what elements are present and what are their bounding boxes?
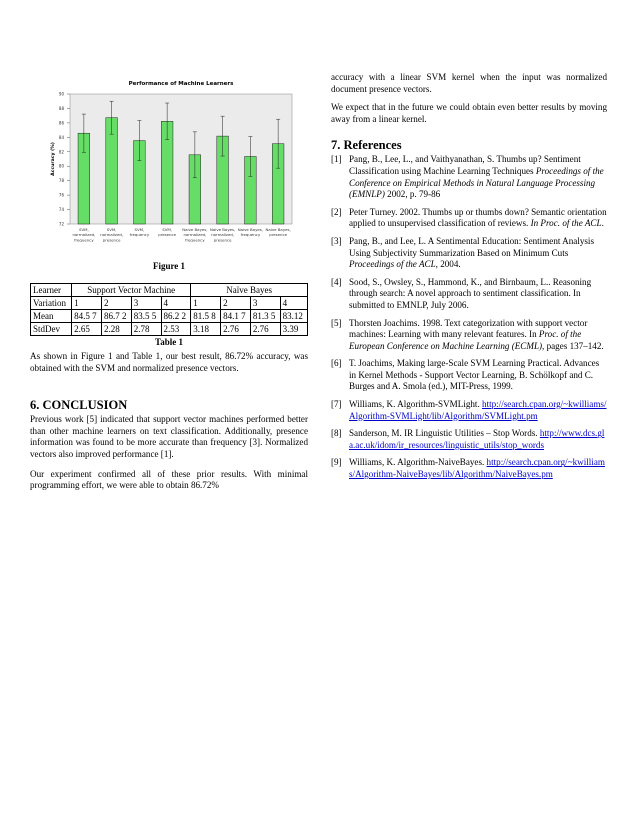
reference-number: [7] [331,399,342,410]
y-tick-label: 88 [58,105,64,111]
table-cell-stddev: 3.39 [280,323,307,336]
reference-number: [8] [331,428,342,439]
reference-number: [9] [331,457,342,468]
table-cell-mean: 81.5 8 [191,310,221,323]
y-axis-label: Accuracy (%) [51,142,56,176]
table-cell-stddev: 2.76 [250,323,280,336]
x-tick-label: normalized, [72,232,96,238]
table-cell-variation: 2 [101,297,131,310]
reference-text-tail: , 2004. [435,259,461,270]
table-cell-mean: 83.12 [280,310,307,323]
reference-number: [3] [331,235,342,246]
reference-text-tail: 2002, p. 79-86 [384,189,441,200]
x-tick-label: frequency [74,237,94,243]
x-tick-label: normalized, [211,232,235,238]
references-heading: 7. References [331,138,402,153]
reference-number: [5] [331,317,342,328]
x-tick-label: normalized, [183,232,207,238]
table-cell-mean: 81.3 5 [250,310,280,323]
table-cell-stddev: 2.28 [101,323,131,336]
table-row-mean [31,310,308,323]
reference-item [331,457,607,480]
reference-link[interactable]: http://search.cpan.org/~kwilliams/Algorithm-NaiveBayes/lib/Algorithm/NaiveBayes.pm [349,457,605,480]
y-tick-label: 78 [58,178,64,184]
table-cell-stddev: 2.65 [72,323,102,336]
reference-text-tail: . [601,218,604,229]
x-tick-label: frequency [185,237,205,243]
right-column [331,72,607,487]
reference-link[interactable]: http://www.dcs.gla.ac.uk/idom/ir_resources/linguistic_utils/stop_words [349,428,605,450]
y-tick-label: 76 [58,192,64,198]
table-row-label: Variation [31,297,72,310]
table-cell-variation: 3 [250,297,280,310]
reference-number: [4] [331,276,342,287]
table-cell-variation: 1 [72,297,102,310]
reference-item [331,428,607,451]
table-cell-mean: 83.5 5 [131,310,161,323]
y-tick-label: 80 [58,163,64,169]
x-tick-label: frequency [240,232,261,238]
table-cell-mean: 84.5 7 [72,310,102,323]
x-tick-label: presence [213,237,232,243]
reference-text: Pang, B., and Lee, L. A Sentimental Education: Sentiment Analysis Using Subjectivity Summarization Based on Minimum Cuts [349,235,594,258]
plot-area [70,94,292,224]
reference-venue: In Proc. of the ACL [530,218,602,229]
table-row-variation [31,297,308,310]
x-tick-label: Naive Bayes, [209,227,236,232]
bar-chart [30,72,308,258]
table-row-stddev [31,323,308,336]
reference-venue: Proc. of the European Conference on Machine Learning (ECML) [349,329,582,351]
table-header-learner: Learner [31,284,72,297]
x-tick-label: Naive Bayes, [265,227,291,232]
table-cell-variation: 4 [280,297,307,310]
x-tick-label: normalized, [100,232,124,238]
reference-venue: Proceedings of the ACL [349,259,436,270]
reference-item [331,207,607,230]
reference-number: [2] [331,206,342,217]
table-cell-variation: 1 [191,297,221,310]
results-table [30,283,308,336]
table-cell-variation: 4 [161,297,191,310]
table-header-svm: Support Vector Machine [72,284,191,297]
table-cell-mean: 86.7 2 [101,310,131,323]
reference-item [331,358,607,393]
x-tick-label: presence [269,232,288,238]
conclusion-paragraph-2: Our experiment confirmed all of these prior results. With minimal programming effort, we were able to obtain 86.72% [30,468,308,491]
table-cell-variation: 2 [221,297,251,310]
y-tick-label: 74 [58,207,64,213]
figure-1 [30,72,308,258]
reference-item [331,318,607,353]
y-tick-label: 82 [58,149,64,155]
y-tick-label: 84 [58,134,64,140]
y-tick-label: 90 [58,91,64,97]
reference-text: Peter Turney. 2002. Thumbs up or thumbs down? Semantic orientation applied to unsupervised classification of reviews. [349,206,607,229]
reference-text: Sood, S., Owsley, S., Hammond, K., and Birnbaum, L.. Reasoning through search: A novel approach to sentiment classification. In submitted to EMNLP, July 2006. [349,276,592,310]
results-paragraph: As shown in Figure 1 and Table 1, our best result, 86.72% accuracy, was obtained with the SVM and normalized presence vectors. [30,351,308,373]
conclusion-paragraph-1: Previous work [5] indicated that support vector machines performed better than other machine learners on text classification. Additionally, presence information was found to be more accurate than frequency [3]. Normalized vectors also improved performance [1]. [30,414,308,459]
reference-text: Williams, K. Algorithm-NaiveBayes. [349,457,487,468]
table-row-label: StdDev [31,323,72,336]
reference-number: [6] [331,358,342,369]
reference-item [331,236,607,271]
table-cell-variation: 3 [131,297,161,310]
table-cell-mean: 86.2 2 [161,310,191,323]
reference-item [331,154,607,200]
reference-text: Sanderson, M. IR Linguistic Utilities – Stop Words. [349,428,540,439]
x-tick-label: frequency [129,232,150,238]
reference-text-tail: , pages 137–142. [542,340,604,351]
x-tick-label: SVM, [106,227,117,232]
x-tick-label: SVM, [162,227,172,232]
x-tick-label: SVM, [79,227,89,232]
reference-text: Pang, B., Lee, L., and Vaithyanathan, S. Thumbs up? Sentiment Classification using Machine Learning Techniques [349,154,581,176]
table-caption: Table 1 [155,337,183,347]
x-tick-label: SVM, [134,227,145,232]
reference-venue: Proceedings of the Conference on Empirical Methods in Natural Language Processing (EMNLP) [349,165,604,200]
y-tick-label: 72 [58,221,64,227]
table-cell-mean: 84.1 7 [221,310,251,323]
x-tick-label: presence [158,232,177,238]
reference-text: T. Joachims, Making large-Scale SVM Learning Practical. Advances in Kernel Methods - Support Vector Learning, B. Schölkopf and C. Burges and A. Smola (ed.), MIT-Press, 1999. [349,358,600,392]
x-tick-label: Naive Bayes, [237,227,264,232]
reference-number: [1] [331,154,342,165]
conclusion-heading: 6. CONCLUSION [30,398,128,413]
x-tick-label: Naive Bayes, [182,227,208,232]
reference-item [331,277,607,312]
table-header-row [31,284,308,297]
reference-text: Williams, K. Algorithm-SVMLight. [349,399,483,410]
left-column [30,72,308,492]
table-cell-stddev: 2.78 [131,323,161,336]
figure-caption: Figure 1 [152,261,186,271]
continued-paragraph: accuracy with a linear SVM kernel when the input was normalized document presence vectors. [331,72,607,94]
references-list [331,154,607,480]
table-cell-stddev: 2.76 [221,323,251,336]
table-cell-stddev: 2.53 [161,323,191,336]
future-work-paragraph: We expect that in the future we could obtain even better results by moving away from a linear kernel. [331,102,607,124]
reference-link[interactable]: http://search.cpan.org/~kwilliams/Algorithm-SVMLight/lib/Algorithm/SVMLight.pm [349,399,607,421]
y-tick-label: 86 [58,120,64,126]
chart-title: Performance of Machine Learners [128,81,234,87]
table-header-nb: Naïve Bayes [191,284,308,297]
x-tick-label: presence [102,237,121,243]
table-row-label: Mean [31,310,72,323]
table-cell-stddev: 3.18 [191,323,221,336]
reference-item [331,399,607,422]
reference-text: Thorsten Joachims. 1998. Text categorization with support vector machines: Learning with many relevant features. In [349,317,588,340]
